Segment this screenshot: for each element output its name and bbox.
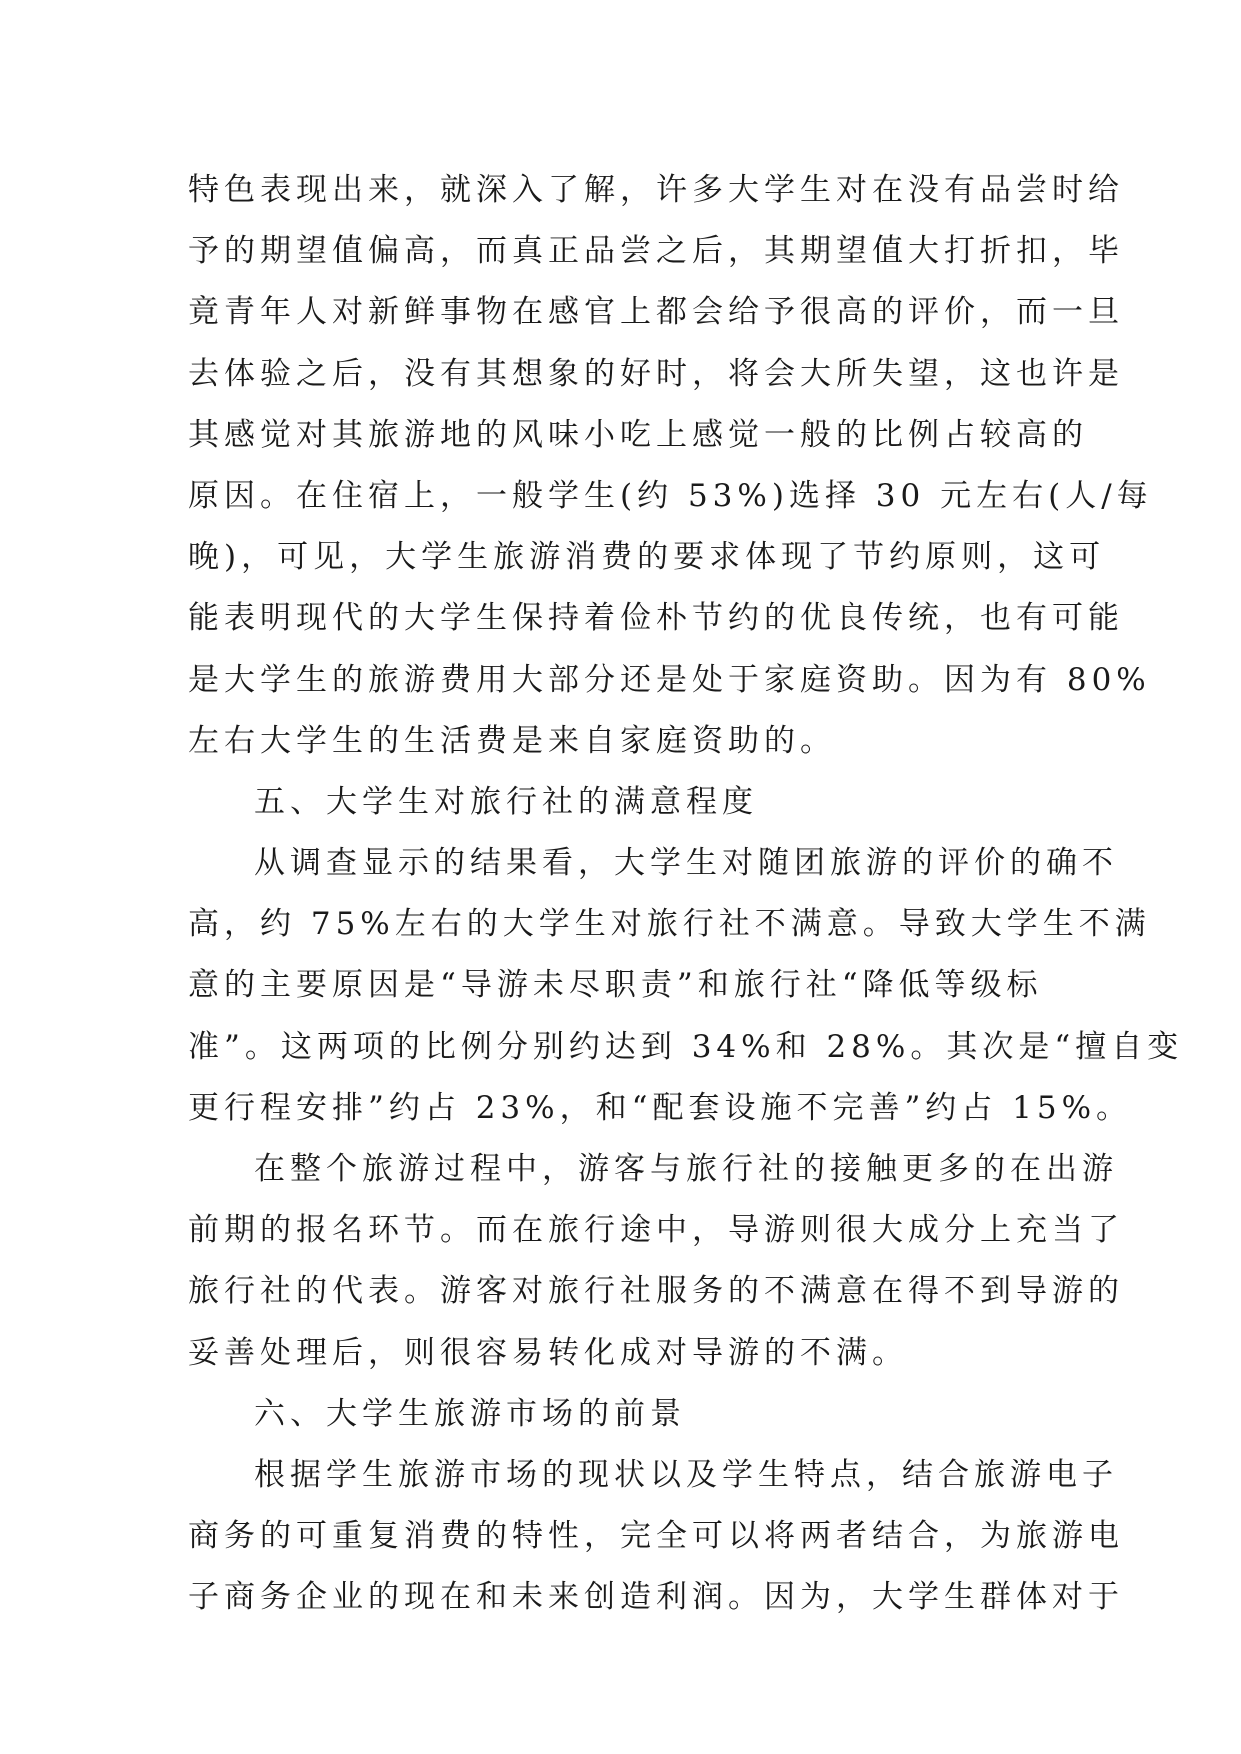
text-line: 根据学生旅游市场的现状以及学生特点，结合旅游电子 [254, 1456, 1118, 1493]
text-line: 子商务企业的现在和未来创造利润。因为，大学生群体对于 [188, 1579, 1124, 1616]
text-line: 旅行社的代表。游客对旅行社服务的不满意在得不到导游的 [188, 1273, 1124, 1310]
text-line: 商务的可重复消费的特性，完全可以将两者结合，为旅游电 [188, 1518, 1124, 1555]
text-line: 妥善处理后，则很容易转化成对导游的不满。 [188, 1334, 908, 1371]
text-line: 竟青年人对新鲜事物在感官上都会给予很高的评价，而一旦 [188, 294, 1124, 331]
text-line: 晚)，可见，大学生旅游消费的要求体现了节约原则，这可 [188, 539, 1106, 576]
text-line: 从调查显示的结果看，大学生对随团旅游的评价的确不 [254, 845, 1118, 882]
text-line: 特色表现出来，就深入了解，许多大学生对在没有品尝时给 [188, 172, 1124, 208]
text-line: 更行程安排”约占 23%，和“配套设施不完善”约占 15%。 [188, 1089, 1133, 1126]
text-line: 予的期望值偏高，而真正品尝之后，其期望值大打折扣，毕 [188, 233, 1124, 270]
text-line: 高，约 75%左右的大学生对旅行社不满意。导致大学生不满 [188, 906, 1151, 943]
text-line: 左右大学生的生活费是来自家庭资助的。 [188, 722, 836, 759]
text-line: 其感觉对其旅游地的风味小吃上感觉一般的比例占较高的 [188, 416, 1088, 453]
text-line: 能表明现代的大学生保持着俭朴节约的优良传统，也有可能 [188, 600, 1124, 637]
text-line: 在整个旅游过程中，游客与旅行社的接触更多的在出游 [254, 1151, 1118, 1187]
section-heading: 六、大学生旅游市场的前景 [254, 1395, 686, 1432]
text-line: 去体验之后，没有其想象的好时，将会大所失望，这也许是 [188, 355, 1124, 392]
document-body [188, 160, 1184, 1629]
text-line: 意的主要原因是“导游未尽职责”和旅行社“降低等级标 [188, 967, 1043, 1004]
text-line: 准”。这两项的比例分别约达到 34%和 28%。其次是“擅自变 [188, 1028, 1184, 1065]
text-line: 前期的报名环节。而在旅行途中，导游则很大成分上充当了 [188, 1212, 1124, 1249]
text-line: 原因。在住宿上，一般学生(约 53%)选择 30 元左右(人/每 [188, 477, 1153, 514]
text-line: 是大学生的旅游费用大部分还是处于家庭资助。因为有 80% [188, 661, 1151, 698]
section-heading: 五、大学生对旅行社的满意程度 [254, 783, 758, 820]
